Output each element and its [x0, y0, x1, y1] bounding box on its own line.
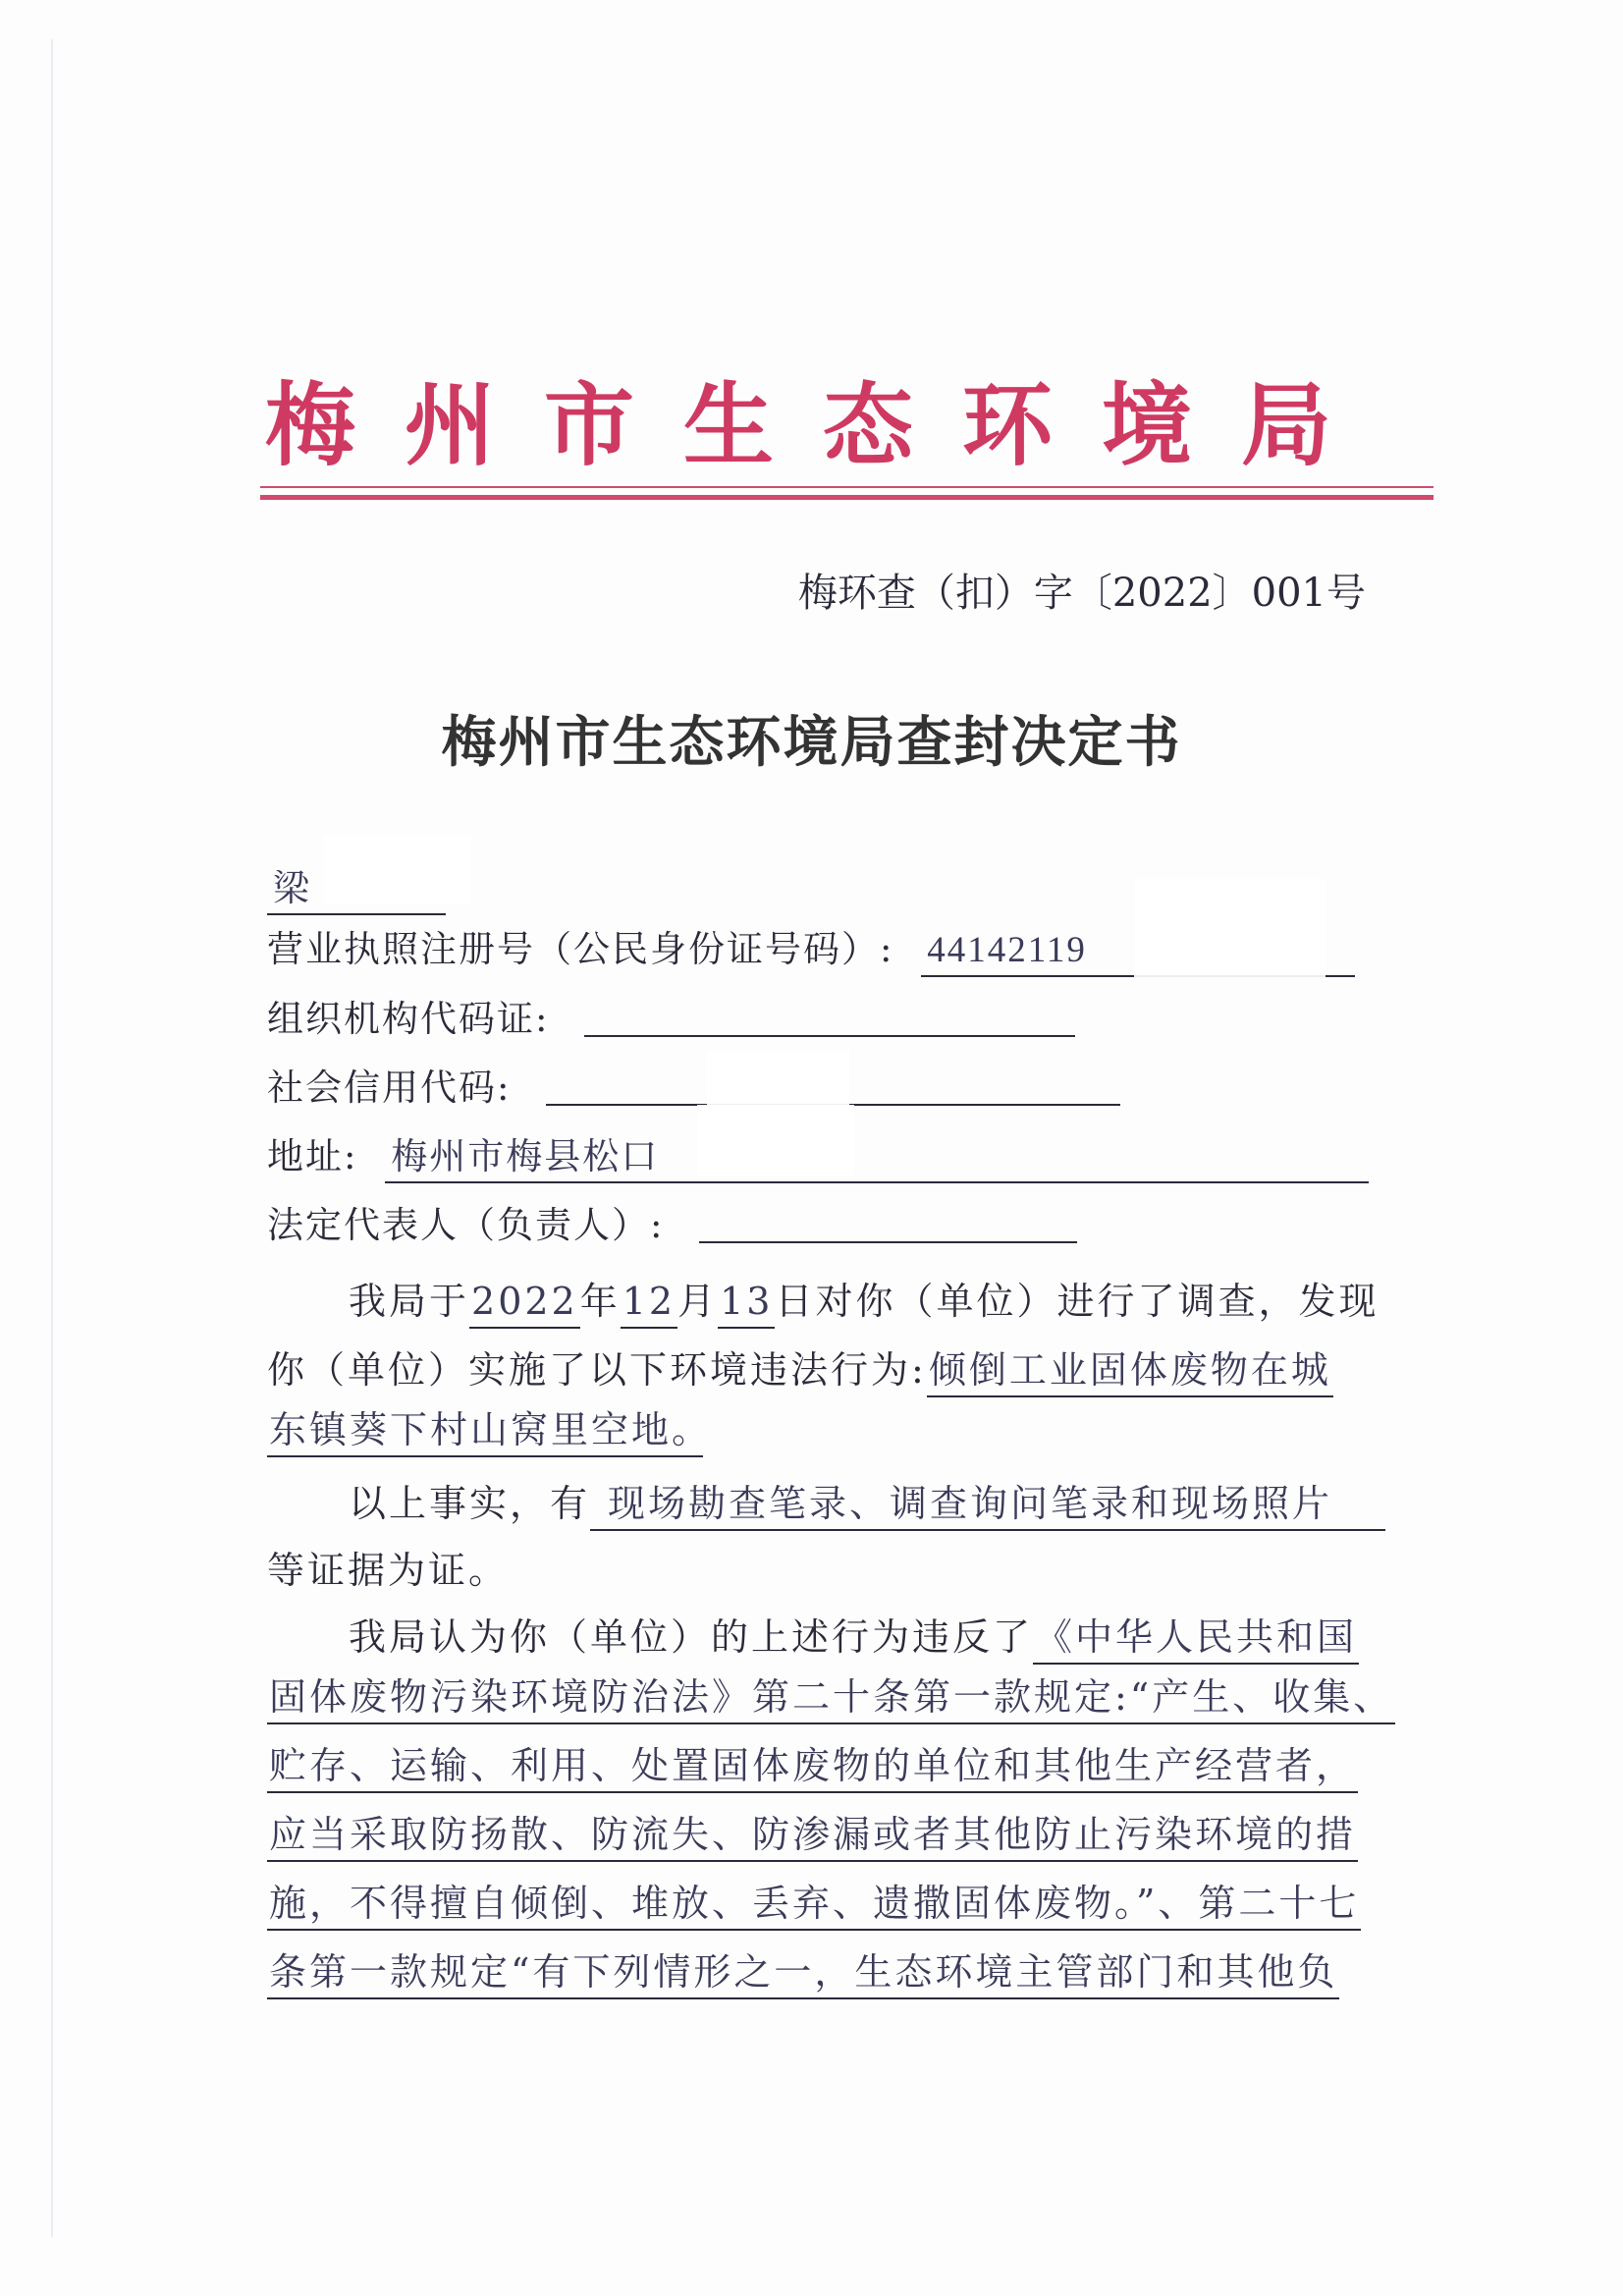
p3-line1	[349, 1607, 1359, 1665]
p2-line1	[349, 1473, 1385, 1531]
p3-line3	[267, 1744, 1358, 1793]
legal-rep-blank	[699, 1206, 1077, 1243]
investigation-month: 12	[621, 1282, 677, 1329]
credit-code-label: 社会信用代码:	[267, 1066, 512, 1109]
violation-text-2: 东镇葵下村山窝里空地。	[267, 1410, 703, 1457]
document-title: 梅州市生态环境局查封决定书	[441, 710, 1182, 775]
document-number: 梅环查（扣）字〔2022〕001号	[797, 571, 1366, 616]
page-edge	[51, 39, 53, 2237]
law-text-5: 施，不得擅自倾倒、堆放、丢弃、遗撒固体废物。”、第二十七	[267, 1884, 1361, 1931]
credit-code-line	[267, 1066, 1120, 1109]
law-text-4: 应当采取防扬散、防流失、防渗漏或者其他防止污染环境的措	[267, 1815, 1358, 1862]
address-value: 梅州市梅县松口	[385, 1137, 1369, 1183]
party-name: 梁	[267, 869, 446, 915]
year-unit: 年	[579, 1280, 621, 1323]
license-value: 44142119	[921, 931, 1355, 977]
p3-line4	[267, 1813, 1358, 1862]
investigation-year: 2022	[469, 1282, 580, 1329]
evidence-text: 现场勘查笔录、调查询问笔录和现场照片	[590, 1484, 1385, 1531]
org-code-line	[267, 998, 1075, 1040]
law-text-2: 固体废物污染环境防治法》第二十条第一款规定:“产生、收集、	[267, 1677, 1395, 1724]
p1-prefix: 我局于	[349, 1280, 470, 1323]
p3-prefix: 我局认为你（单位）的上述行为违反了	[349, 1615, 1034, 1659]
license-label: 营业执照注册号（公民身份证号码）:	[267, 928, 894, 970]
org-code-label: 组织机构代码证:	[267, 998, 550, 1040]
p2-line2: 等证据为证。	[267, 1549, 510, 1592]
p1-line2-prefix: 你（单位）实施了以下环境违法行为:	[267, 1348, 927, 1392]
p1-line3	[267, 1408, 713, 1457]
org-code-blank	[584, 1000, 1075, 1037]
p2-prefix: 以上事实，有	[349, 1482, 591, 1525]
legal-rep-label: 法定代表人（负责人）:	[267, 1204, 665, 1246]
month-unit: 月	[677, 1280, 719, 1323]
law-text-1: 《中华人民共和国	[1033, 1617, 1359, 1665]
legal-rep-line	[267, 1204, 1077, 1246]
redaction-name	[324, 835, 471, 903]
investigation-day: 13	[718, 1282, 775, 1329]
law-text-3: 贮存、运输、利用、处置固体废物的单位和其他生产经营者，	[267, 1746, 1358, 1793]
p3-line6	[267, 1950, 1339, 1999]
p3-line5	[267, 1882, 1361, 1931]
masthead-thin-rule	[260, 486, 1434, 488]
agency-masthead: 梅州市生态环境局	[265, 373, 1381, 478]
p1-suffix: 日对你（单位）进行了调查，发现	[775, 1280, 1380, 1323]
address-label: 地址:	[267, 1135, 358, 1177]
law-text-6: 条第一款规定“有下列情形之一，生态环境主管部门和其他负	[267, 1952, 1339, 1999]
p1-line1	[349, 1271, 1380, 1329]
redaction-address	[697, 1105, 854, 1175]
p1-line2	[267, 1339, 1333, 1397]
p3-line2	[267, 1675, 1395, 1724]
redaction-license	[1134, 879, 1325, 977]
violation-text-1: 倾倒工业固体废物在城	[927, 1350, 1333, 1397]
masthead-thick-rule	[260, 495, 1434, 500]
